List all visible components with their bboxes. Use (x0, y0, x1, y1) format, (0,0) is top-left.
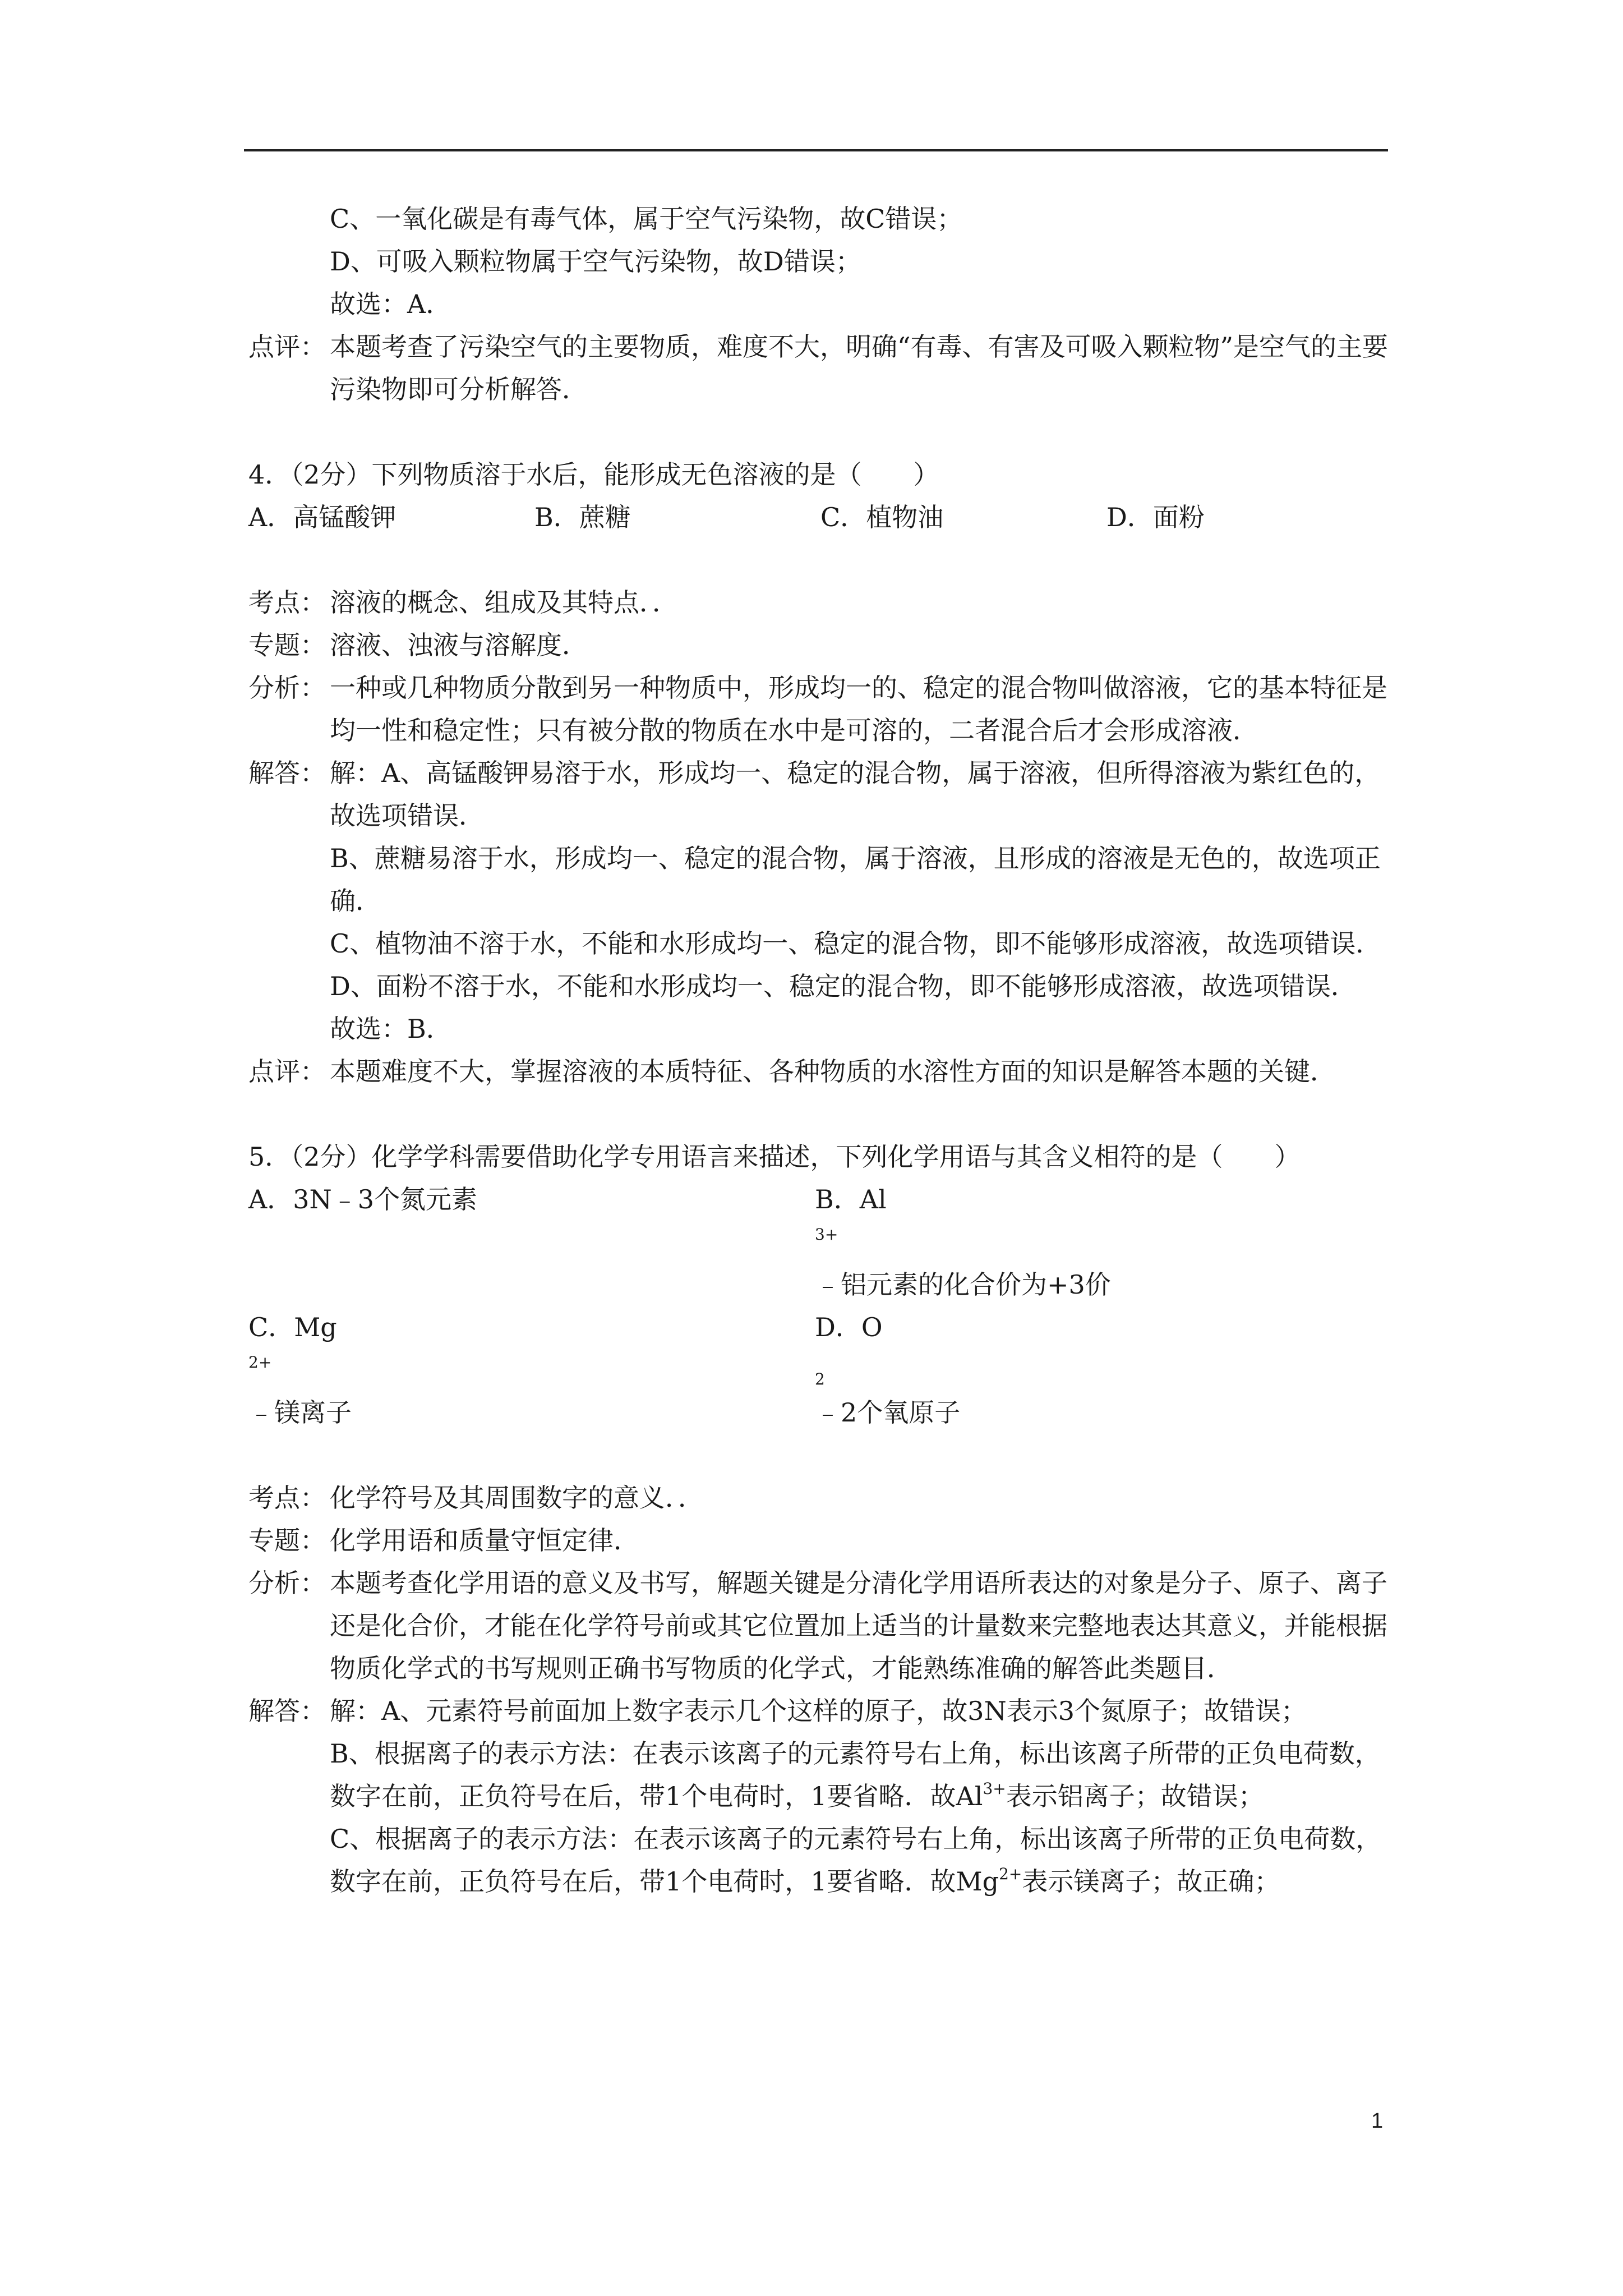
q4-option-a: A．高锰酸钾 (248, 502, 396, 532)
analysis-text: 本题考查化学用语的意义及书写，解题关键是分清化学用语所表达的对象是分子、原子、离子还是化合价，才能在化学符号前或其它位置加上适当的计量数来完整地表达其意义，并能根据物质化学式的书写规则正确书写物质的化学式，才能熟练准确的解答此类题目． (330, 1568, 1387, 1683)
point-label: 考点： (248, 1483, 326, 1513)
q5-option-b: B．Al $^{3+}$ ﹣铝元素的化合价为+3价 (815, 1184, 1111, 1300)
q5-option-c: C．Mg $^{2+}$ ﹣镁离子 (248, 1312, 352, 1428)
q4-option-c: C．植物油 (820, 502, 944, 532)
comment-text: 本题难度不大，掌握溶液的本质特征、各种物质的水溶性方面的知识是解答本题的关键． (330, 1056, 1336, 1087)
q4-answer: 故选：B． (330, 1014, 452, 1044)
q4-stem: 4．（2分）下列物质溶于水后，能形成无色溶液的是（ ） (248, 459, 939, 490)
q5-options-row1 (248, 1178, 1393, 1306)
solution-label: 解答： (248, 1696, 326, 1726)
q5-analysis (248, 1562, 1393, 1690)
solution-a: 解：A、高锰酸钾易溶于水，形成均一、稳定的混合物，属于溶液，但所得溶液为紫红色的，故选项错误． (330, 758, 1381, 831)
q5-point (248, 1476, 1393, 1519)
q4-option-b: B．蔗糖 (534, 502, 631, 532)
point-text: 化学符号及其周围数字的意义．． (330, 1483, 704, 1513)
topic-text: 化学用语和质量守恒定律． (330, 1525, 639, 1556)
prev-analysis-d: D、可吸入颗粒物属于空气污染物，故D错误； (330, 246, 861, 277)
q5-solution (248, 1690, 1393, 1732)
point-text: 溶液的概念、组成及其特点．． (330, 587, 678, 618)
q4-topic (248, 624, 1393, 666)
page-number: 1 (1371, 2109, 1384, 2133)
solution-a: 解：A、元素符号前面加上数字表示几个这样的原子，故3N表示3个氮原子；故错误； (330, 1696, 1307, 1726)
analysis-label: 分析： (248, 1568, 326, 1598)
q4-solution-d: D、面粉不溶于水，不能和水形成均一、稳定的混合物，即不能够形成溶液，故选项错误． (330, 971, 1357, 1001)
q5-solution-b: B、根据离子的表示方法：在表示该离子的元素符号右上角，标出该离子所带的正负电荷数，数字在前，正负符号在后，带1个电荷时，1要省略．故$Al^{3+}$表示铝离子；故错误； (330, 1738, 1381, 1811)
topic-label: 专题： (248, 1525, 326, 1556)
q4-options (248, 496, 1393, 539)
q4-analysis (248, 666, 1393, 752)
q4-solution-b: B、蔗糖易溶于水，形成均一、稳定的混合物，属于溶液，且形成的溶液是无色的，故选项正确． (330, 843, 1381, 916)
q5-topic (248, 1519, 1393, 1562)
q4-solution-c: C、植物油不溶于水，不能和水形成均一、稳定的混合物，即不能够形成溶液，故选项错误． (330, 928, 1382, 959)
q4-option-d: D．面粉 (1106, 502, 1205, 532)
q4-point (248, 581, 1393, 624)
topic-text: 溶液、浊液与溶解度． (330, 630, 588, 660)
q4-solution (248, 752, 1393, 837)
header-rule (244, 149, 1388, 151)
prev-comment (248, 325, 1393, 411)
topic-label: 专题： (248, 630, 326, 660)
content (248, 197, 1393, 1903)
point-label: 考点： (248, 587, 326, 618)
comment-text: 本题考查了污染空气的主要物质，难度不大，明确“有毒、有害及可吸入颗粒物”是空气的主要污染物即可分析解答． (330, 332, 1389, 404)
analysis-text: 一种或几种物质分散到另一种物质中，形成均一的、稳定的混合物叫做溶液，它的基本特征是均一性和稳定性；只有被分散的物质在水中是可溶的，二者混合后才会形成溶液． (330, 673, 1387, 746)
q5-stem: 5．（2分）化学学科需要借助化学专用语言来描述，下列化学用语与其含义相符的是（ ） (248, 1142, 1301, 1172)
comment-label: 点评： (248, 332, 326, 362)
q4-comment (248, 1050, 1393, 1093)
solution-label: 解答： (248, 758, 326, 788)
comment-label: 点评： (248, 1056, 326, 1087)
q5-solution-c: C、根据离子的表示方法：在表示该离子的元素符号右上角，标出该离子所带的正负电荷数，数字在前，正负符号在后，带1个电荷时，1要省略．故$Mg^{2+}$表示镁离子；故正确； (330, 1824, 1382, 1897)
q5-options-row2 (248, 1306, 1393, 1434)
analysis-label: 分析： (248, 673, 326, 703)
q5-option-a: A．3N﹣3个氮元素 (248, 1184, 478, 1214)
prev-analysis-c: C、一氧化碳是有毒气体，属于空气污染物，故C错误； (330, 204, 963, 234)
prev-answer: 故选：A． (330, 289, 452, 319)
q5-option-d: D．O $_2$ ﹣2个氧原子 (815, 1312, 961, 1428)
